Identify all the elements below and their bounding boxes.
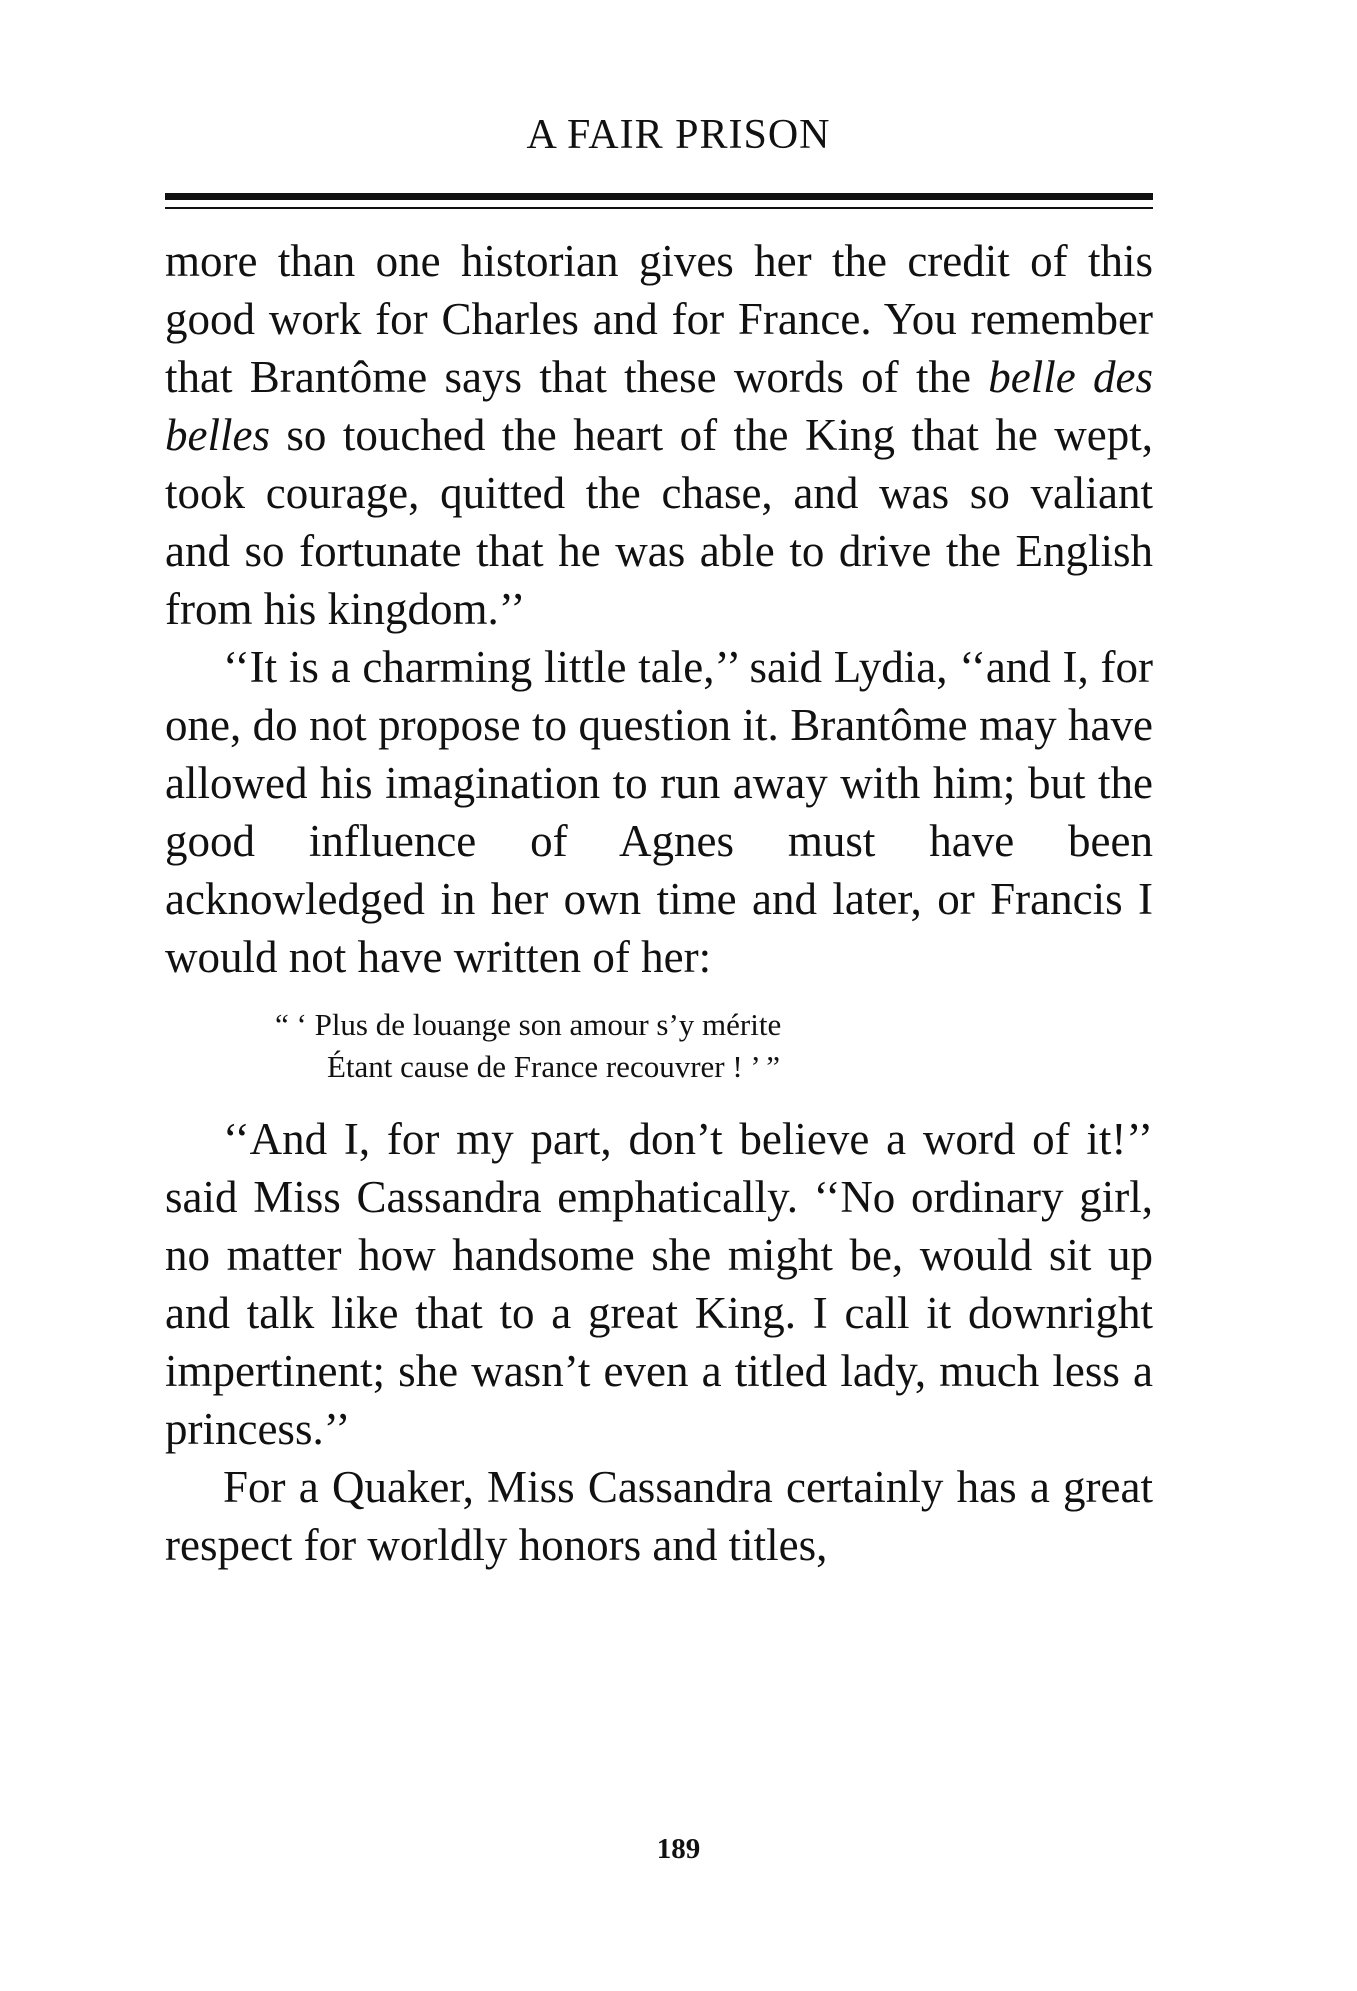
header-rule-thick — [165, 193, 1153, 200]
body-text — [165, 232, 1153, 1574]
paragraph-3: ‘‘And I, for my part, don’t believe a word of it!’’ said Miss Cassandra emphatically. ‘‘No ordinary girl, no matter how handsome she might be, would sit up and talk like that to a great King. I call it downright impertinent; she wasn’t even a titled lady, much less a princess.’’ — [165, 1114, 1153, 1454]
header-rule-thin — [165, 207, 1153, 209]
paragraph-1-end: so touched the heart of the King that he wept, took courage, quitted the chase, and was so valiant and so fortunate that he was able to drive the English from his kingdom.’’ — [165, 410, 1153, 634]
paragraph-4: For a Quaker, Miss Cassandra certainly has a great respect for worldly honors and titles, — [165, 1462, 1153, 1570]
paragraph-2: ‘‘It is a charming little tale,’’ said Lydia, ‘‘and I, for one, do not propose to question it. Brantôme may have allowed his imagination to run away with him; but the good influence of Agnes must have been acknowledged in her own time and later, or Francis I would not have written of her: — [165, 642, 1153, 982]
paragraph-1-italic: belle des belles — [165, 352, 1154, 460]
verse-line-1: “ ‘ Plus de louange son amour s’y mérite — [275, 1007, 782, 1042]
verse-quotation — [165, 1004, 1153, 1088]
paragraph-1-start: more than one historian gives her the credit of this good work for Charles and for France. You remember that Brantôme says that these words of the — [165, 236, 1153, 402]
page-number: 189 — [656, 1833, 701, 1865]
paragraph-1 — [165, 232, 1153, 638]
running-head: A FAIR PRISON — [526, 112, 831, 158]
verse-line-2: Étant cause de France recouvrer ! ’ ” — [327, 1049, 780, 1084]
